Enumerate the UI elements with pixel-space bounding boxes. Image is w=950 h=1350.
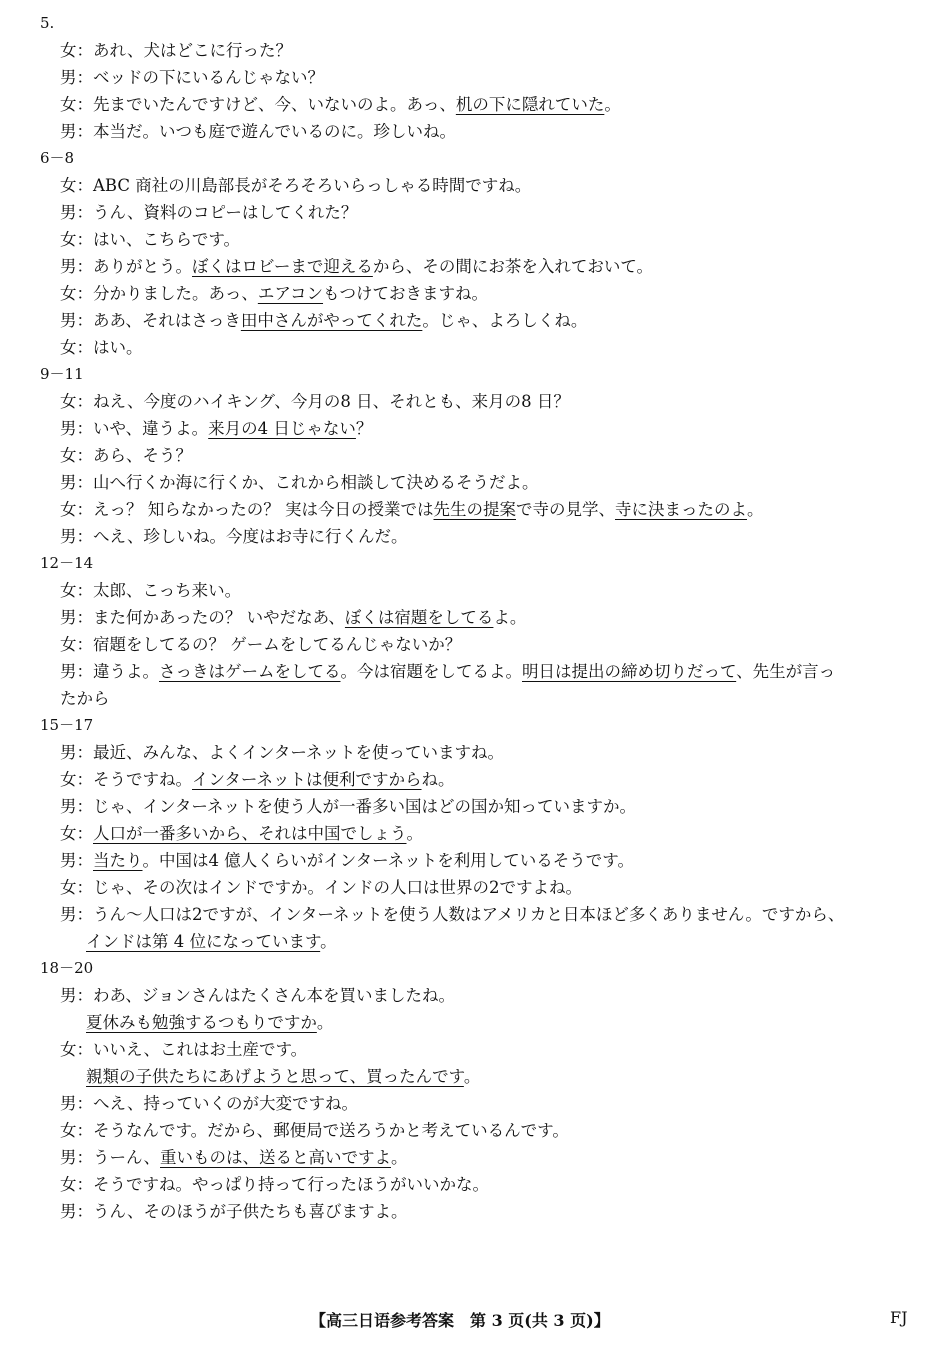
text-segment: 。中国は4 億人くらいがインターネットを利用しているそうです。	[142, 851, 634, 870]
text-segment: 男：うん、そのほうが子供たちも喜びますよ。	[60, 1202, 408, 1221]
section-number	[0, 361, 950, 388]
text-segment: 。	[316, 1013, 334, 1032]
dialogue-line	[0, 901, 950, 928]
dialogue-line	[0, 1063, 950, 1090]
dialogue-line	[0, 1009, 950, 1036]
underlined-answer: 先生の提案	[433, 500, 516, 519]
section-number	[0, 145, 950, 172]
underlined-answer: エアコン	[257, 284, 324, 303]
dialogue-line	[0, 334, 950, 361]
section-number	[0, 10, 950, 37]
underlined-answer: 人口が一番多いから、それは中国でしょう	[93, 824, 407, 843]
underlined-answer: 重いものは、送ると高いですよ	[160, 1148, 391, 1167]
dialogue-line	[0, 577, 950, 604]
footer-title: 【高三日语参考答案 第 3 页(共 3 页)】	[310, 1311, 610, 1330]
text-segment: 。	[747, 500, 764, 519]
dialogue-line	[0, 928, 950, 955]
dialogue-line	[0, 496, 950, 523]
underlined-answer: 明日は提出の締め切りだって	[522, 662, 737, 681]
dialogue-line	[0, 1036, 950, 1063]
dialogue-line	[0, 604, 950, 631]
text-segment: で寺の見学、	[516, 500, 615, 519]
text-segment: 女：宿題をしてるの？ ゲームをしてるんじゃないか？	[60, 635, 462, 654]
dialogue-line	[0, 226, 950, 253]
text-segment: 女：そうですね。	[60, 770, 192, 789]
text-segment: 男：うーん、	[60, 1148, 160, 1167]
text-segment: ね。	[421, 770, 455, 789]
underlined-answer: 親類の子供たちにあげようと思って、買ったんです	[86, 1067, 464, 1086]
text-segment: 。	[604, 95, 621, 114]
text-segment: ？	[355, 419, 373, 438]
text-segment: 男：うん～人口は2ですが、インターネットを使う人数はアメリカと日本ほど多くありません。ですから、	[60, 905, 845, 924]
text-segment: 9－11	[40, 365, 84, 383]
underlined-answer: 机の下に隠れていた	[455, 95, 605, 114]
text-segment: 男：また何かあったの？ いやだなあ、	[60, 608, 345, 627]
page-footer	[0, 1308, 950, 1338]
text-segment: 女：ABC 商社の川島部長がそろそろいらっしゃる時間ですね。	[60, 176, 532, 195]
text-segment: 女：太郎、こっち来い。	[60, 581, 242, 600]
text-segment: 男：ありがとう。	[60, 257, 192, 276]
dialogue-line	[0, 874, 950, 901]
dialogue-line	[0, 37, 950, 64]
text-segment: 男：最近、みんな、よくインターネットを使っていますね。	[60, 743, 505, 762]
text-segment: 15－17	[40, 716, 94, 734]
underlined-answer: 夏休みも勉強するつもりですか	[86, 1013, 317, 1032]
text-segment: 女：あら、そう？	[60, 446, 192, 465]
text-segment: 5.	[40, 14, 55, 32]
text-segment: 女：えっ？ 知らなかったの？ 実は今日の授業では	[60, 500, 434, 519]
section-number	[0, 712, 950, 739]
text-segment: たから	[60, 689, 110, 708]
text-segment: 男：山へ行くか海に行くか、これから相談して決めるそうだよ。	[60, 473, 539, 492]
dialogue-line	[0, 172, 950, 199]
underlined-answer: インドは第 4 位になっています	[86, 932, 321, 951]
text-segment: もつけておきますね。	[323, 284, 489, 303]
dialogue-line	[0, 1117, 950, 1144]
dialogue-line	[0, 1171, 950, 1198]
underlined-answer: ぼくは宿題をしてる	[344, 608, 494, 627]
underlined-answer: ぼくはロビーまで迎える	[192, 257, 373, 276]
text-segment: 女：先までいたんですけど、今、いないのよ。あっ、	[60, 95, 456, 114]
dialogue-line	[0, 739, 950, 766]
text-segment: 男：わあ、ジョンさんはたくさん本を買いましたね。	[60, 986, 456, 1005]
text-segment: 男：へえ、持っていくのが大変ですね。	[60, 1094, 358, 1113]
dialogue-line	[0, 847, 950, 874]
dialogue-line	[0, 631, 950, 658]
text-segment: 。	[391, 1148, 408, 1167]
section-number	[0, 550, 950, 577]
text-segment: 。	[320, 932, 337, 951]
underlined-answer: インターネットは便利ですから	[192, 770, 422, 789]
text-segment: 、先生が言っ	[736, 662, 836, 681]
text-segment: 男：へえ、珍しいね。今度はお寺に行くんだ。	[60, 527, 408, 546]
underlined-answer: 寺に決まったのよ	[615, 500, 747, 519]
text-segment: 女：じゃ、その次はインドですか。インドの人口は世界の2ですよね。	[60, 878, 582, 897]
dialogue-line	[0, 982, 950, 1009]
dialogue-line	[0, 685, 950, 712]
text-segment: 男：	[60, 851, 93, 870]
section-number	[0, 955, 950, 982]
dialogue-line	[0, 253, 950, 280]
text-segment: 女：あれ、犬はどこに行った？	[60, 41, 292, 60]
text-segment: 12－14	[40, 554, 94, 572]
document-body	[0, 10, 950, 1225]
text-segment: 女：そうですね。やっぱり持って行ったほうがいいかな。	[60, 1175, 489, 1194]
dialogue-line	[0, 91, 950, 118]
dialogue-line	[0, 280, 950, 307]
text-segment: 女：	[60, 824, 93, 843]
dialogue-line	[0, 1198, 950, 1225]
dialogue-line	[0, 199, 950, 226]
dialogue-line	[0, 388, 950, 415]
text-segment: よ。	[493, 608, 527, 627]
text-segment: 男：違うよ。	[60, 662, 159, 681]
text-segment: 女：はい。	[60, 338, 143, 357]
text-segment: 女：ねえ、今度のハイキング、今月の8 日、それとも、来月の8 日？	[60, 392, 570, 411]
underlined-answer: 来月の4 日じゃない	[208, 419, 356, 438]
underlined-answer: 田中さんがやってくれた	[240, 311, 423, 330]
text-segment: 。	[463, 1067, 481, 1086]
text-segment: 。	[406, 824, 423, 843]
dialogue-line	[0, 1144, 950, 1171]
text-segment: 男：うん、資料のコピーはしてくれた？	[60, 203, 358, 222]
text-segment: 女：はい、こちらです。	[60, 230, 241, 249]
dialogue-line	[0, 658, 950, 685]
dialogue-line	[0, 766, 950, 793]
text-segment: 。今は宿題をしてるよ。	[340, 662, 522, 681]
dialogue-line	[0, 469, 950, 496]
footer-code: FJ	[890, 1308, 908, 1327]
text-segment: 女：そうなんです。だから、郵便局で送ろうかと考えているんです。	[60, 1121, 569, 1140]
text-segment: 男：じゃ、インターネットを使う人が一番多い国はどの国か知っていますか。	[60, 797, 637, 816]
dialogue-line	[0, 442, 950, 469]
dialogue-line	[0, 793, 950, 820]
dialogue-line	[0, 820, 950, 847]
underlined-answer: さっきはゲームをしてる	[159, 662, 341, 681]
dialogue-line	[0, 307, 950, 334]
dialogue-line	[0, 415, 950, 442]
dialogue-line	[0, 118, 950, 145]
text-segment: 。じゃ、よろしくね。	[422, 311, 588, 330]
text-segment: から、その間にお茶を入れておいて。	[372, 257, 654, 276]
text-segment: 男：ベッドの下にいるんじゃない？	[60, 68, 324, 87]
text-segment: 男：ああ、それはさっき	[60, 311, 241, 330]
dialogue-line	[0, 64, 950, 91]
dialogue-line	[0, 1090, 950, 1117]
dialogue-line	[0, 523, 950, 550]
text-segment: 男：本当だ。いつも庭で遊んでいるのに。珍しいね。	[60, 122, 456, 141]
text-segment: 男：いや、違うよ。	[60, 419, 209, 438]
text-segment: 6－8	[40, 149, 75, 167]
underlined-answer: 当たり	[93, 851, 143, 870]
text-segment: 女：分かりました。あっ、	[60, 284, 258, 303]
text-segment: 女：いいえ、これはお土産です。	[60, 1040, 308, 1059]
text-segment: 18－20	[40, 959, 94, 977]
